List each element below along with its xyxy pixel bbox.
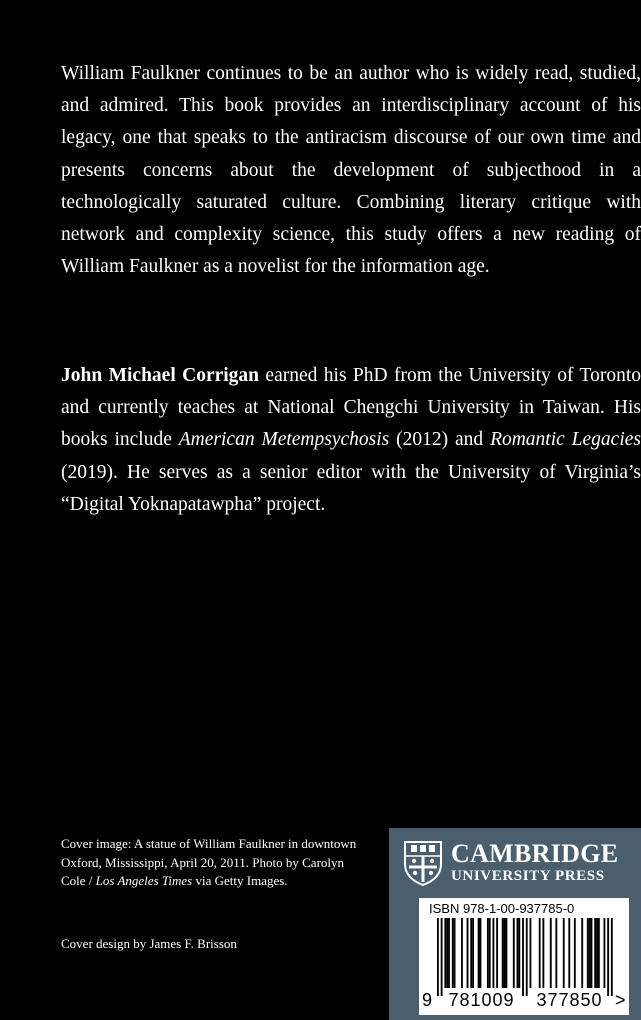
barcode-bar xyxy=(522,918,524,996)
credit-text-part-1: Cover image: A statue of William Faulkner in downtown Oxford, Mississippi, April 20, 2011. Photo by Carolyn Cole / xyxy=(61,836,357,888)
barcode-bar xyxy=(526,918,528,996)
barcode-bar xyxy=(441,918,443,996)
barcode-bar xyxy=(607,918,609,996)
publisher-name: CAMBRIDGE xyxy=(451,839,619,868)
barcode-bar xyxy=(496,918,498,988)
barcode-bar xyxy=(489,918,491,988)
barcode-bar xyxy=(444,918,446,988)
barcode-bar xyxy=(493,918,495,988)
ean-arrow: > xyxy=(615,990,626,1010)
barcode-bar xyxy=(478,918,480,988)
book-title-1: American Metempsychosis xyxy=(178,429,390,451)
barcode xyxy=(419,898,629,1015)
barcode-bar xyxy=(563,918,565,988)
book-title-2: Romantic Legacies xyxy=(490,429,641,451)
book-description: William Faulkner continues to be an author who is widely read, studied, and admired. This book provides an interdisciplinary account of his legacy, one that speaks to the antiracism discourse of our own time and presents concerns about the development of subjecthood in a technologically saturated culture. Combining literary critique with network and complexity science, this study offers a new reading of William Faulkner as a novelist for the information age. xyxy=(61,63,641,278)
barcode-bar xyxy=(594,918,596,988)
barcode-bar xyxy=(550,918,552,988)
barcode-bar xyxy=(581,918,583,988)
barcode-bar xyxy=(505,918,507,988)
author-name: John Michael Corrigan xyxy=(61,365,260,386)
barcode-bar xyxy=(539,918,541,988)
ean-right-digits: 377850 xyxy=(536,990,603,1010)
barcode-bar xyxy=(472,918,474,988)
barcode-bar xyxy=(555,918,557,988)
barcode-bar xyxy=(517,918,519,988)
bio-text-part-3: (2019). He serves as a senior editor with the University of Virginia’s “Digital Yoknapatawpha” project. xyxy=(61,461,641,515)
barcode-bar xyxy=(530,918,532,988)
barcode-bar xyxy=(574,918,576,988)
barcode-bar xyxy=(502,918,504,988)
barcode-bar xyxy=(611,918,613,996)
barcode-bar xyxy=(480,918,482,988)
credit-source: Los Angeles Times xyxy=(95,873,193,888)
barcode-bar xyxy=(467,918,469,988)
barcode-bar xyxy=(437,918,439,996)
barcode-bar xyxy=(452,918,454,988)
ean-first-digit: 9 xyxy=(422,990,433,1010)
barcode-bar xyxy=(513,918,515,988)
barcode-bar xyxy=(470,918,472,988)
publisher-panel xyxy=(389,828,641,1020)
barcode-bar xyxy=(446,918,448,988)
cambridge-crest-icon xyxy=(403,840,443,886)
isbn-label: ISBN 978-1-00-937785-0 xyxy=(429,901,575,916)
bio-text-part-1: earned his PhD from the University of Toronto and currently teaches at National Chengchi University in Taiwan. His books include xyxy=(61,365,641,451)
barcode-bar xyxy=(587,918,589,988)
bio-text-part-2: (2012) and xyxy=(389,429,491,451)
author-bio xyxy=(61,360,641,521)
barcode-bar xyxy=(504,918,506,988)
barcode-bar xyxy=(542,918,544,988)
barcode-bar xyxy=(589,918,591,988)
barcode-bar xyxy=(568,918,570,988)
cover-design-credit: Cover design by James F. Brisson xyxy=(61,936,237,951)
publisher-subtitle: UNIVERSITY PRESS xyxy=(451,868,605,884)
barcode-bar xyxy=(454,918,456,988)
ean-digits xyxy=(419,988,629,1012)
barcode-bar xyxy=(591,918,593,988)
barcode-bar xyxy=(596,918,598,988)
barcode-bar xyxy=(487,918,489,988)
barcode-bar xyxy=(604,918,606,988)
cover-image-credit xyxy=(61,835,361,891)
barcode-bar xyxy=(448,918,450,988)
barcode-bar xyxy=(598,918,600,988)
ean-left-digits: 781009 xyxy=(448,990,515,1010)
barcode-bar xyxy=(461,918,463,988)
credit-text-part-2: via Getty Images. xyxy=(192,873,288,888)
barcode-bar xyxy=(518,918,520,988)
